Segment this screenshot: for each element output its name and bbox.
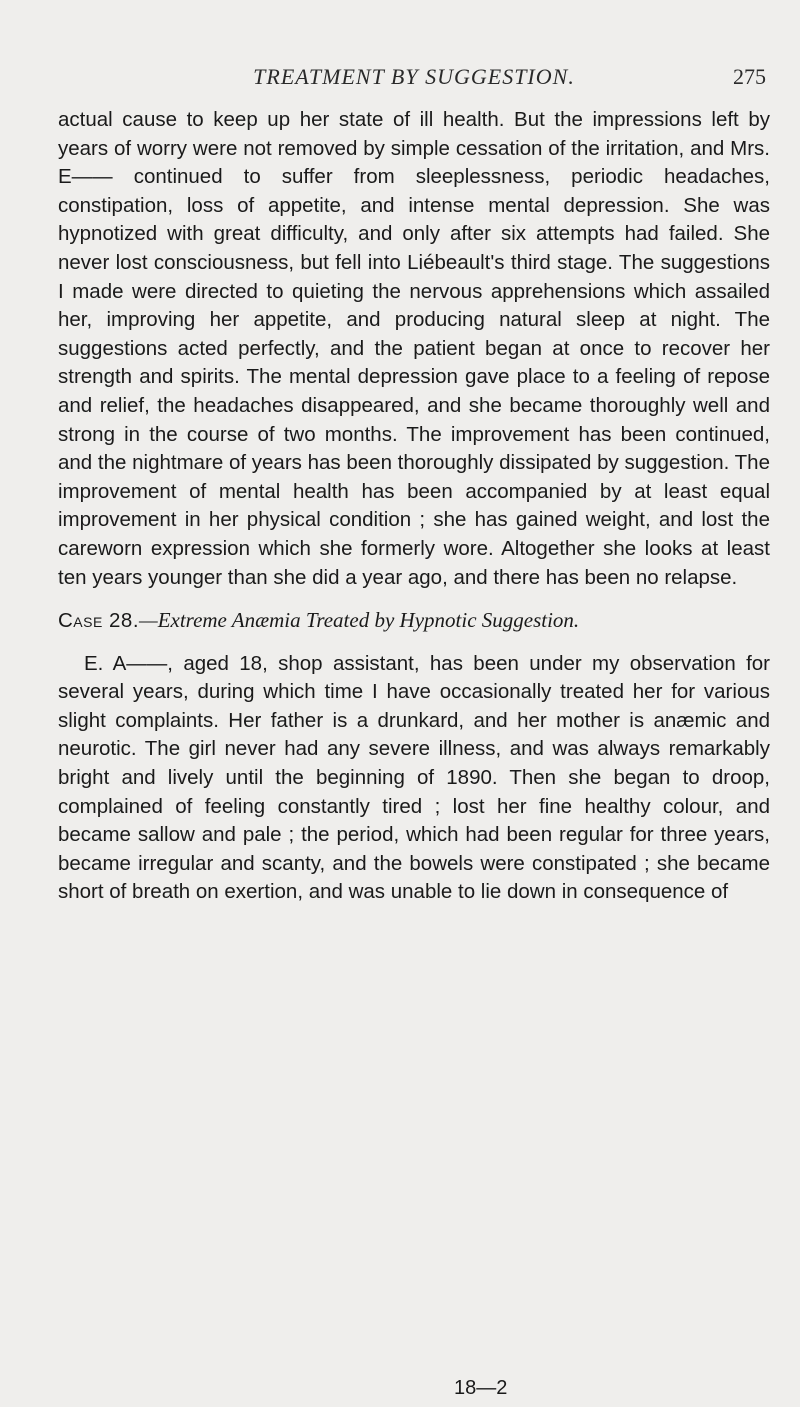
body-text <box>58 106 770 907</box>
case-title: —Extreme Anæmia Treated by Hypnotic Suggestion. <box>139 608 580 633</box>
printer-signature: 18—2 <box>454 1377 508 1399</box>
running-title: TREATMENT BY SUGGESTION. <box>253 64 575 89</box>
paragraph-continued: actual cause to keep up her state of ill health. But the impressions left by years of worry were not removed by simple cessation of the irritation, and Mrs. E—— continued to suffer from sleeplessness, periodic headaches, constipation, loss of appetite, and intense mental depression. She was hypnotized with great difficulty, and only after six attempts had failed. She never lost consciousness, but fell into Liébeault's third stage. The suggestions I made were directed to quieting the nervous apprehensions which assailed her, improving her appetite, and producing natural sleep at night. The suggestions acted perfectly, and the patient began at once to recover her strength and spirits. The mental depression gave place to a feeling of repose and relief, the headaches disappeared, and she became thoroughly well and strong in the course of two months. The improvement has been continued, and the nightmare of years has been thoroughly dissipated by suggestion. The improvement of mental health has been accompanied by at least equal improvement in her physical condition ; she has gained weight, and lost the careworn expression which she formerly wore. Altogether she looks at least ten years younger than she did a year ago, and there has been no relapse. <box>58 108 770 589</box>
case-heading <box>58 606 770 636</box>
case-label: Case 28. <box>58 609 140 633</box>
running-head <box>58 64 770 94</box>
page-number: 275 <box>733 64 766 89</box>
case-paragraph: E. A——, aged 18, shop assistant, has been under my observation for several years, during which time I have occasionally treated her for various slight complaints. Her father is a drunkard, and her mother is anæmic and neurotic. The girl never had any severe illness, and was always remarkably bright and lively until the beginning of 1890. Then she began to droop, complained of feeling constantly tired ; lost her fine healthy colour, and became sallow and pale ; the period, which had been regular for three years, became irregular and scanty, and the bowels were constipated ; she became short of breath on exertion, and was unable to lie down in consequence of <box>58 651 770 904</box>
